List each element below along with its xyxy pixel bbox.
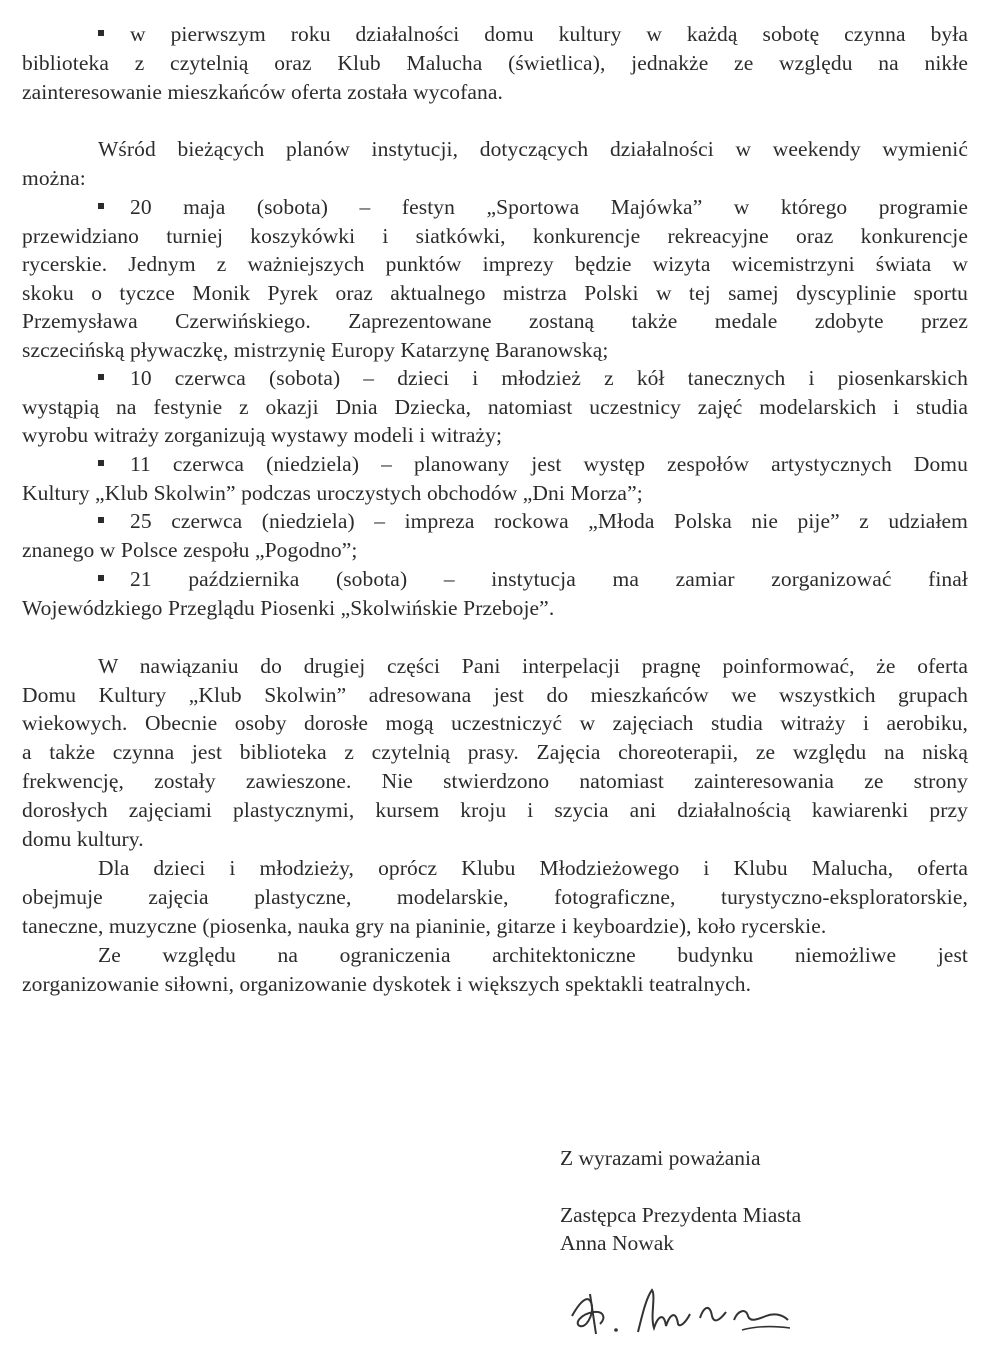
closing-position: Zastępca Prezydenta Miasta <box>560 1203 802 1227</box>
event-1-line-5: Przemysława Czerwińskiego. Zaprezentowane zostaną także medale zdobyte przez <box>22 309 968 333</box>
event-3-line-2: Kultury „Klub Skolwin” podczas uroczystych obchodów „Dni Morza”; <box>22 481 643 505</box>
offer-line-7: domu kultury. <box>22 827 144 851</box>
event-2-line-1: 10 czerwca (sobota) – dzieci i młodzież z kół tanecznych i piosenkarskich <box>98 364 968 392</box>
offer-line-2: Domu Kultury „Klub Skolwin” adresowana jest do mieszkańców we wszystkich grupach <box>22 683 968 707</box>
bullet-icon <box>98 203 104 209</box>
signature-icon <box>560 1276 800 1346</box>
offer-line-1: W nawiązaniu do drugiej części Pani interpelacji pragnę poinformować, że oferta <box>98 654 968 678</box>
offer-line-6: dorosłych zajęciami plastycznymi, kursem kroju i szycia ani działalnością kawiarenki przy <box>22 798 968 822</box>
offer-line-3: wiekowych. Obecnie osoby dorosłe mogą uczestniczyć w zajęciach studia witraży i aerobiku, <box>22 711 968 735</box>
first-year-line-1: w pierwszym roku działalności domu kultury w każdą sobotę czynna była <box>98 20 968 48</box>
first-year-line-2: biblioteka z czytelnią oraz Klub Malucha (świetlica), jednakże ze względu na nikłe <box>22 51 968 75</box>
bullet-icon <box>98 460 104 466</box>
plans-line-1: Wśród bieżących planów instytucji, dotyczących działalności w weekendy wymienić <box>98 137 968 161</box>
event-1-line-4: skoku o tyczce Monik Pyrek oraz aktualnego mistrza Polski w tej samej dyscyplinie sportu <box>22 281 968 305</box>
event-2-line-2: wystąpią na festynie z okazji Dnia Dziecka, natomiast uczestnicy zajęć modelarskich i studia <box>22 395 968 419</box>
closing-name: Anna Nowak <box>560 1231 675 1255</box>
bullet-icon <box>98 517 104 523</box>
event-1-line-2: przewidziano turniej koszykówki i siatkówki, konkurencje rekreacyjne oraz konkurencje <box>22 224 968 248</box>
closing-salutation: Z wyrazami poważania <box>560 1146 761 1170</box>
event-2-line-3: wyrobu witraży zorganizują wystawy modeli i witraży; <box>22 423 503 447</box>
offer-line-5: frekwencję, zostały zawieszone. Nie stwierdzono natomiast zainteresowania ze strony <box>22 769 968 793</box>
event-4-line-1: 25 czerwca (niedziela) – impreza rockowa „Młoda Polska nie pije” z udziałem <box>98 507 968 535</box>
children-line-1: Dla dzieci i młodzieży, oprócz Klubu Młodzieżowego i Klubu Malucha, oferta <box>98 856 968 880</box>
event-1-line-6: szczecińską pływaczkę, mistrzynię Europy Katarzynę Baranowską; <box>22 338 609 362</box>
bullet-icon <box>98 374 104 380</box>
children-line-2: obejmuje zajęcia plastyczne, modelarskie, fotograficzne, turystyczno-eksploratorskie, <box>22 885 968 909</box>
children-line-3: taneczne, muzyczne (piosenka, nauka gry na pianinie, gitarze i keyboardzie), koło rycerskie. <box>22 914 827 938</box>
event-1-line-3: rycerskie. Jednym z ważniejszych punktów imprezy będzie wizyta wicemistrzyni świata w <box>22 252 968 276</box>
limits-line-2: zorganizowanie siłowni, organizowanie dyskotek i większych spektakli teatralnych. <box>22 972 752 996</box>
event-1-line-1: 20 maja (sobota) – festyn „Sportowa Majówka” w którego programie <box>98 193 968 221</box>
plans-line-2: można: <box>22 166 86 190</box>
event-3-line-1: 11 czerwca (niedziela) – planowany jest występ zespołów artystycznych Domu <box>98 450 968 478</box>
event-4-line-2: znanego w Polsce zespołu „Pogodno”; <box>22 538 358 562</box>
event-5-line-1: 21 października (sobota) – instytucja ma zamiar zorganizować finał <box>98 565 968 593</box>
bullet-icon <box>98 575 104 581</box>
event-5-line-2: Wojewódzkiego Przeglądu Piosenki „Skolwińskie Przeboje”. <box>22 596 555 620</box>
bullet-icon <box>98 30 104 36</box>
limits-line-1: Ze względu na ograniczenia architektoniczne budynku niemożliwe jest <box>98 943 968 967</box>
first-year-line-3: zainteresowanie mieszkańców oferta została wycofana. <box>22 80 503 104</box>
offer-line-4: a także czynna jest biblioteka z czytelnią prasy. Zajęcia choreoterapii, ze względu na niską <box>22 740 968 764</box>
